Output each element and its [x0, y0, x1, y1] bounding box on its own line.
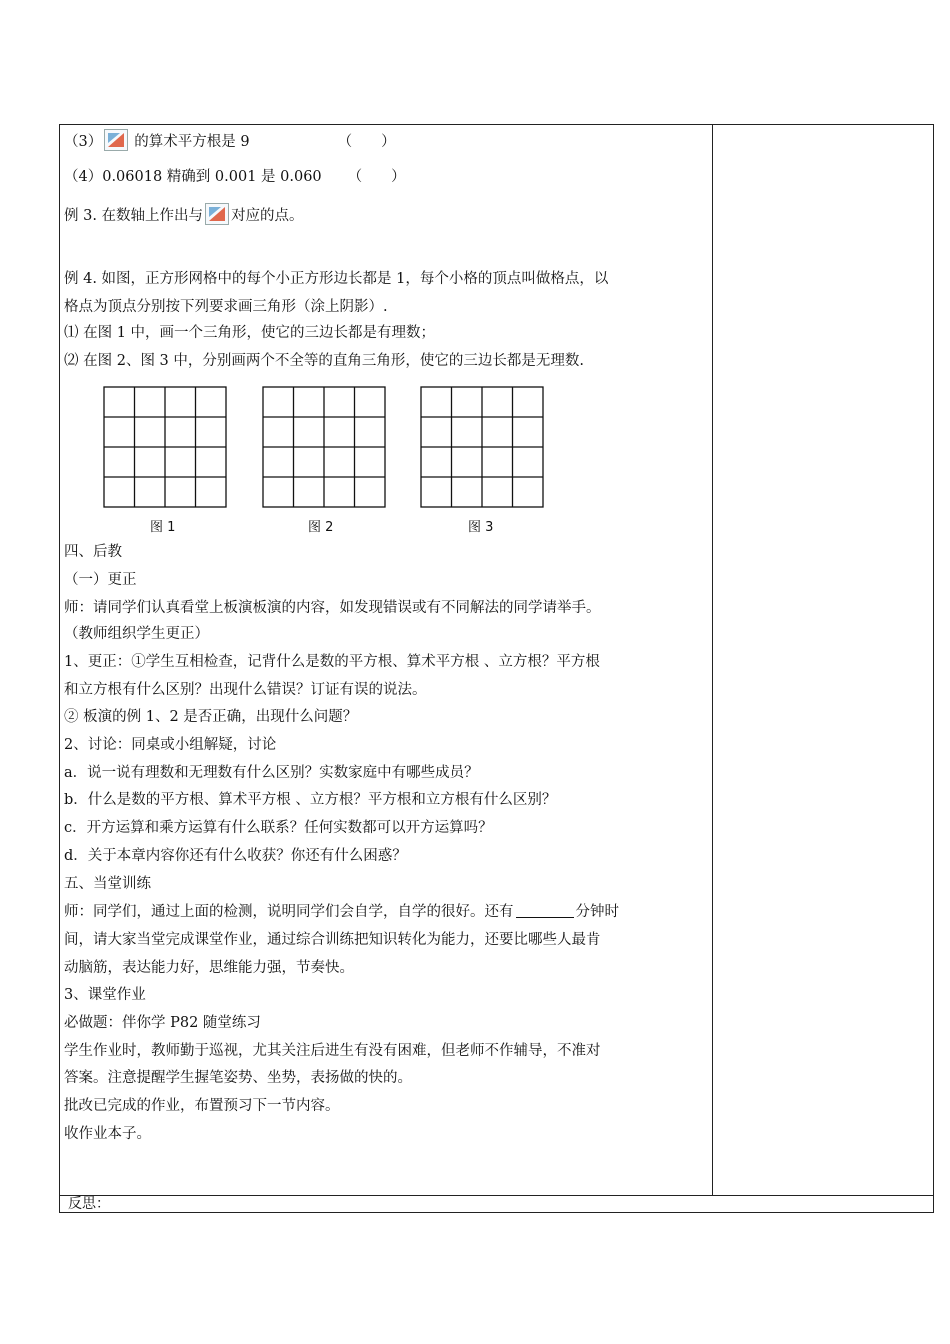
list-item: a．说一说有理数和无理数有什么区别？实数家庭中有哪些成员？ — [64, 765, 479, 781]
subsection-heading: （一）更正 — [64, 572, 137, 588]
example-4-cont: 格点为顶点分别按下列要求画三角形（涂上阴影）. — [64, 299, 388, 315]
figure-3-label: 图 3 — [468, 520, 494, 535]
text-line: 间，请大家当堂完成课堂作业，通过综合训练把知识转化为能力，还要比哪些人最肯 — [64, 932, 601, 948]
broken-image-icon — [104, 129, 128, 151]
grid-figure-2 — [259, 384, 389, 510]
grid-figure-1 — [100, 384, 230, 510]
text-line: 3、课堂作业 — [64, 987, 146, 1003]
grid-figure-3 — [417, 384, 547, 510]
text-line: 师：请同学们认真看堂上板演板演的内容，如发现错误或有不同解法的同学请举手。 — [64, 600, 601, 616]
broken-image-icon — [205, 203, 229, 225]
figure-1-label: 图 1 — [150, 520, 176, 535]
exercise-4-line: （4）0.06018 精确到 0.001 是 0.060 （ ） — [64, 169, 406, 185]
list-item: b．什么是数的平方根、算术平方根 、立方根？平方根和立方根有什么区别？ — [64, 792, 557, 808]
task-1-line: ⑴ 在图 1 中，画一个三角形，使它的三边长都是有理数； — [64, 325, 436, 341]
text-line: （教师组织学生更正） — [64, 626, 209, 642]
list-item: d．关于本章内容你还有什么收获？你还有什么困惑？ — [64, 848, 407, 864]
section-heading-4: 四、后教 — [64, 544, 122, 560]
text-line: 和立方根有什么区别？出现什么错误？订证有误的说法。 — [64, 682, 427, 698]
exercise-3-line: （3） 的算术平方根是 9 （ ） — [64, 129, 396, 152]
text-line: 学生作业时，教师勤于巡视，尤其关注后进生有没有困难，但老师不作辅导，不准对 — [64, 1043, 601, 1059]
text-line: 师：同学们，通过上面的检测，说明同学们会自学，自学的很好。还有 分钟时 — [64, 904, 619, 920]
example-4-line: 例 4. 如图，正方形网格中的每个小正方形边长都是 1，每个小格的顶点叫做格点，以 — [64, 271, 609, 287]
example-3-line: 例 3. 在数轴上作出与 对应的点。 — [64, 203, 304, 226]
text-line: ② 板演的例 1、2 是否正确，出现什么问题？ — [64, 709, 358, 725]
list-item: c．开方运算和乘方运算有什么联系？任何实数都可以开方运算吗？ — [64, 820, 493, 836]
text-line: 答案。注意提醒学生握笔姿势、坐势，表扬做的快的。 — [64, 1070, 412, 1086]
fill-blank — [516, 903, 574, 918]
figure-2-label: 图 2 — [308, 520, 334, 535]
text-line: 收作业本子。 — [64, 1126, 151, 1142]
reflection-label: 反思： — [68, 1196, 110, 1212]
text-line: 1、更正：①学生互相检查，记背什么是数的平方根、算术平方根 、立方根？平方根 — [64, 654, 600, 670]
section-heading-5: 五、当堂训练 — [64, 876, 151, 892]
text-line: 2、讨论：同桌或小组解疑，讨论 — [64, 737, 277, 753]
column-divider — [712, 125, 713, 1195]
lesson-table — [59, 124, 934, 1213]
text-line: 批改已完成的作业，布置预习下一节内容。 — [64, 1098, 340, 1114]
task-2-line: ⑵ 在图 2、图 3 中，分别画两个不全等的直角三角形，使它的三边长都是无理数. — [64, 353, 584, 369]
text-line: 必做题：伴你学 P82 随堂练习 — [64, 1015, 261, 1031]
row-divider — [60, 1195, 933, 1196]
text-line: 动脑筋，表达能力好，思维能力强，节奏快。 — [64, 960, 354, 976]
grid-figures — [72, 384, 552, 544]
